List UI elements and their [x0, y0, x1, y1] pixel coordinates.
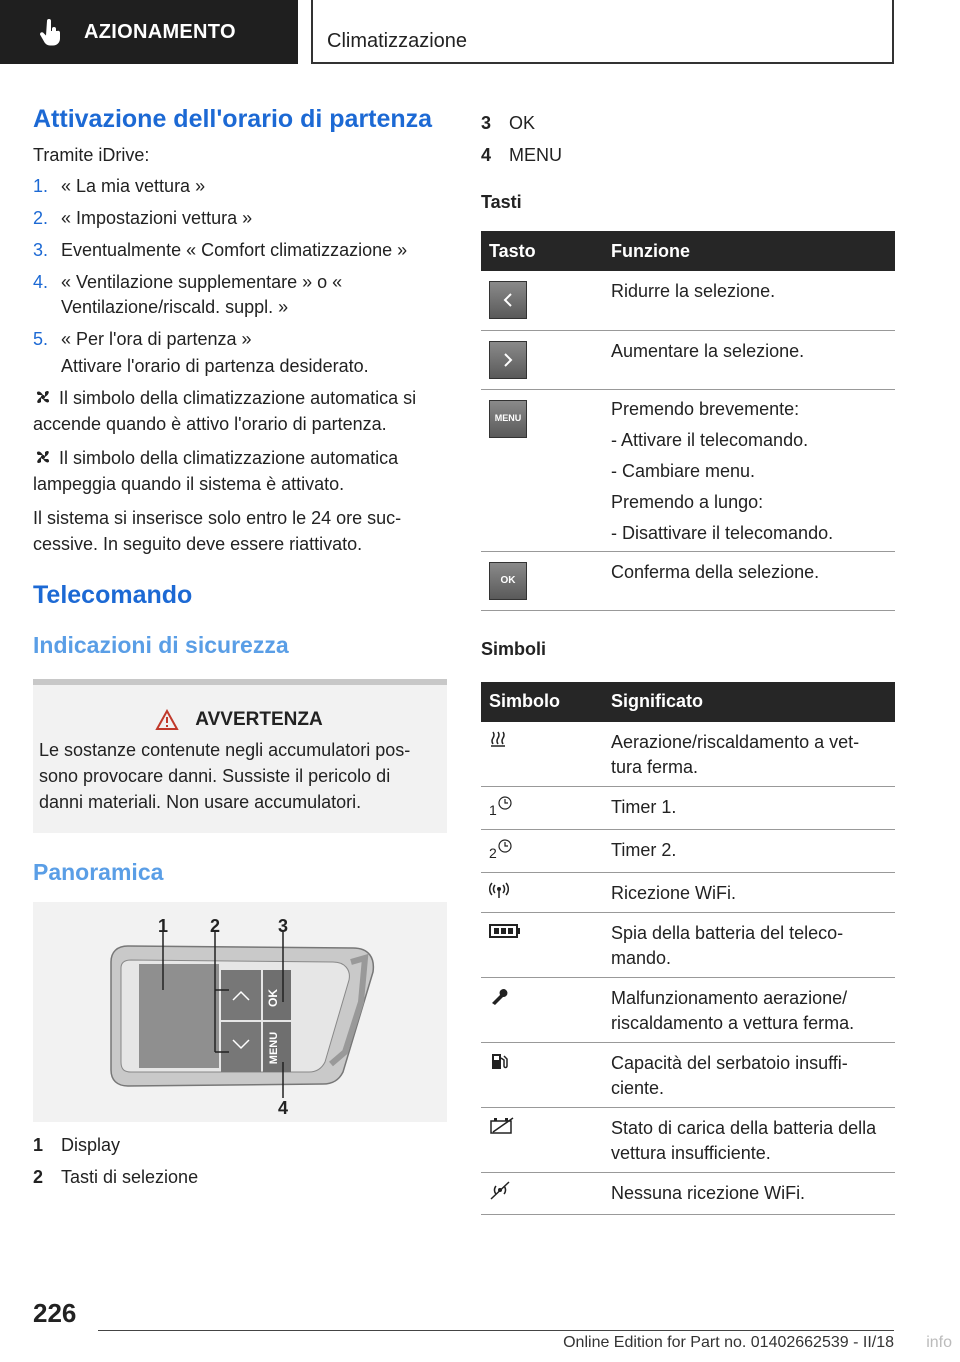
right-arrow-key-icon [489, 341, 527, 379]
keys-table [481, 231, 895, 611]
meaning-text: Timer 1. [603, 786, 895, 829]
left-column [33, 104, 447, 1190]
callout-1: 1 [158, 916, 169, 936]
table-row [481, 829, 895, 872]
symbols-table [481, 682, 895, 1215]
meaning-text: Malfunzionamento aerazione/ riscaldamento a vettura ferma. [603, 977, 895, 1042]
col-symbol: Simbolo [481, 682, 603, 722]
legend-item: 2 Tasti di selezione [33, 1167, 199, 1187]
function-text: Aumentare la selezione. [603, 330, 895, 389]
chapter-label: Climatizzazione [327, 30, 468, 52]
function-text: Premendo brevemente: - Attivare il telecomando. - Cambiare menu. Premendo a lungo: - Disattivare il telecomando. [603, 389, 895, 551]
ok-key-icon: OK [489, 562, 527, 600]
section-tab[interactable] [0, 0, 298, 64]
callout-2: 2 [210, 916, 221, 936]
no-wifi-icon [489, 1181, 511, 1201]
car-battery-icon [489, 1116, 515, 1136]
warning-box [33, 679, 447, 833]
fan-icon [33, 448, 53, 466]
wifi-signal-icon [489, 881, 509, 899]
table-header [481, 682, 895, 722]
meaning-text: Timer 2. [603, 829, 895, 872]
meaning-text: Aerazione/riscaldamento a vet-tura ferma. [603, 722, 895, 787]
function-text: Ridurre la selezione. [603, 271, 895, 330]
warning-heading: AVVERTENZA [39, 709, 439, 731]
note-symbol-on: Il simbolo della climatizzazione automatica si accende quando è attivo l'orario di partenza. [33, 388, 417, 434]
legend-item: 3 OK [481, 113, 536, 133]
page-number: 226 [33, 1298, 77, 1328]
section-label: AZIONAMENTO [84, 20, 236, 43]
safety-title: Indicazioni di sicurezza [33, 632, 289, 658]
table-row [481, 551, 895, 610]
footer-divider [98, 1330, 894, 1331]
list-item: 4. « Ventilazione supplementare » o « Ventilazione/riscald. suppl. » [33, 272, 343, 317]
function-text: Conferma della selezione. [603, 551, 895, 610]
table-row [481, 271, 895, 330]
col-key: Tasto [481, 231, 603, 271]
fuel-icon [489, 1051, 509, 1071]
meaning-text: Capacità del serbatoio insuffi-ciente. [603, 1042, 895, 1107]
left-arrow-key-icon [489, 281, 527, 319]
remote-key-illustration [33, 902, 447, 1122]
menu-label: MENU [268, 1031, 280, 1065]
ok-label: OK [266, 989, 280, 1007]
fan-icon [33, 388, 53, 406]
callout-4: 4 [278, 1098, 289, 1118]
legend-item: 1 Display [33, 1135, 121, 1155]
chapter-tab[interactable] [311, 0, 894, 64]
symbols-title: Simboli [481, 638, 547, 659]
warning-text: Le sostanze contenute negli accumulatori pos-sono provocare danni. Sussiste il pericolo di danni materiali. Non usare accumulatori. [39, 740, 411, 812]
meaning-text: Nessuna ricezione WiFi. [603, 1172, 895, 1214]
battery-icon [489, 923, 521, 939]
watermark: info [926, 1334, 952, 1351]
col-function: Funzione [603, 231, 895, 271]
col-meaning: Significato [603, 682, 895, 722]
right-column [481, 110, 895, 1215]
remote-title: Telecomando [33, 581, 193, 609]
wrench-icon [489, 986, 509, 1006]
list-item: 1. « La mia vettura » [33, 176, 206, 196]
timer-2-icon: 2 [489, 845, 513, 861]
edition-text: Online Edition for Part no. 01402662539 - II/18 [563, 1334, 894, 1351]
table-row [481, 1172, 895, 1214]
timer-1-icon: 1 [489, 802, 513, 818]
keys-title: Tasti [481, 192, 522, 212]
table-row [481, 977, 895, 1042]
heating-icon [489, 730, 507, 748]
menu-key-icon: MENU [489, 400, 527, 438]
table-row [481, 330, 895, 389]
table-header [481, 231, 895, 271]
steps-list [33, 174, 447, 352]
hand-pointer-icon [36, 17, 66, 47]
step5-detail: Attivare l'orario di partenza desiderato. [61, 356, 369, 376]
warning-triangle-icon [155, 709, 179, 731]
departure-intro: Tramite iDrive: [33, 145, 150, 165]
note-symbol-blink: Il simbolo della climatizzazione automatica lampeggia quando il sistema è attivato. [33, 448, 399, 494]
table-row [481, 1042, 895, 1107]
table-row [481, 872, 895, 912]
list-item: 3. Eventualmente « Comfort climatizzazione » [33, 240, 408, 260]
legend-item: 4 MENU [481, 145, 562, 165]
meaning-text: Spia della batteria del teleco-mando. [603, 912, 895, 977]
table-row [481, 786, 895, 829]
note-24h: Il sistema si inserisce solo entro le 24 ore suc-cessive. In seguito deve essere riattivato. [33, 508, 402, 554]
legend-left [33, 1132, 447, 1190]
table-row [481, 722, 895, 787]
overview-title: Panoramica [33, 859, 164, 885]
table-row [481, 912, 895, 977]
list-item: 2. « Impostazioni vettura » [33, 208, 253, 228]
meaning-text: Stato di carica della batteria della vettura insufficiente. [603, 1107, 895, 1172]
table-row [481, 389, 895, 551]
callout-3: 3 [278, 916, 289, 936]
remote-key-drawing [33, 902, 447, 1122]
meaning-text: Ricezione WiFi. [603, 872, 895, 912]
list-item: 5. « Per l'ora di partenza » [33, 329, 252, 349]
table-row [481, 1107, 895, 1172]
departure-title: Attivazione dell'orario di partenza [33, 105, 433, 133]
